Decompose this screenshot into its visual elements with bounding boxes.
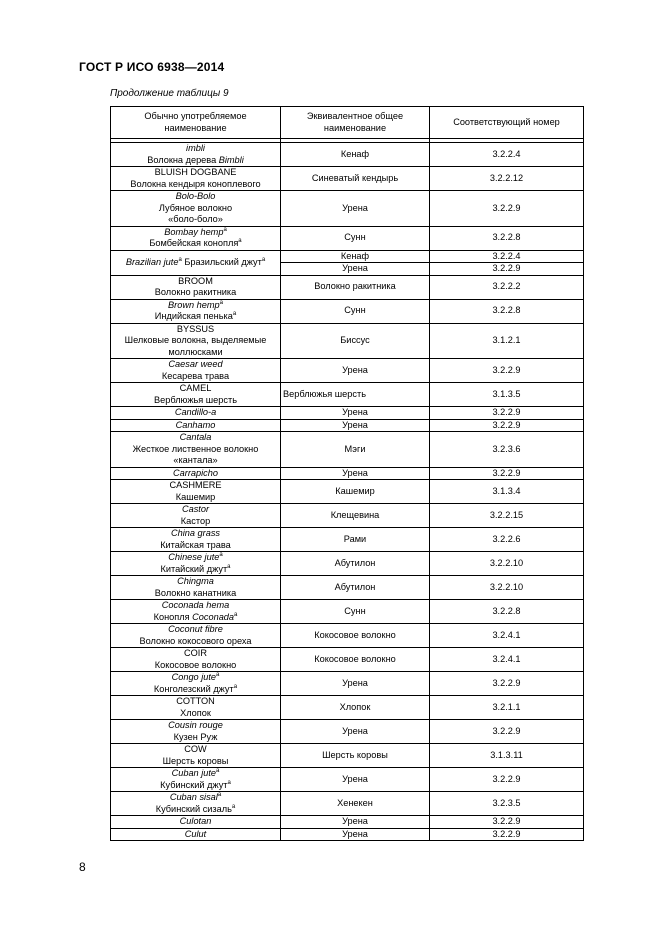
number-cell: 3.2.2.9	[430, 359, 584, 383]
table-row	[111, 383, 584, 407]
name-text: Китайский джут	[160, 563, 228, 574]
name-cell	[111, 600, 281, 624]
name-text: Кесарева трава	[161, 370, 230, 381]
name-cell	[111, 816, 281, 829]
name-line	[113, 179, 278, 191]
name-line	[113, 600, 278, 612]
name-text: Бомбейская конопля	[149, 238, 239, 248]
name-text: Волокна кендыря коноплевого	[130, 178, 261, 189]
name-line	[113, 708, 278, 720]
table-row	[111, 600, 584, 624]
name-line	[113, 347, 278, 359]
latin-name: Bombay hemp	[164, 226, 224, 237]
footnote-mark: a	[227, 779, 231, 786]
name-cell	[111, 768, 281, 792]
equivalent-name-cell: Шерсть коровы	[281, 744, 430, 768]
latin-name: Coconut fibre	[168, 624, 223, 634]
latin-name: Chinese jute	[168, 552, 220, 562]
name-line	[113, 167, 278, 179]
name-cell	[111, 696, 281, 720]
equivalent-name-cell: Кенаф	[281, 143, 430, 167]
table-row	[111, 191, 584, 227]
name-line	[113, 552, 278, 564]
name-line	[113, 816, 278, 828]
name-cell	[111, 528, 281, 552]
number-cell: 3.2.2.15	[430, 504, 584, 528]
name-line	[113, 564, 278, 576]
name-line	[113, 287, 278, 299]
number-cell: 3.2.2.2	[430, 275, 584, 299]
footnote-mark: a	[223, 226, 227, 233]
name-line	[113, 576, 278, 588]
name-text: моллюсками	[168, 346, 223, 357]
number-cell: 3.1.3.5	[430, 383, 584, 407]
number-cell: 3.2.2.12	[430, 167, 584, 191]
number-cell: 3.2.2.9	[430, 419, 584, 432]
name-cell	[111, 624, 281, 648]
column-header-common-name: Обычно употребляемое наименование	[111, 107, 281, 139]
table-row	[111, 419, 584, 432]
name-line	[113, 696, 278, 708]
number-cell: 3.2.2.9	[430, 816, 584, 829]
number-cell: 3.2.2.9	[430, 828, 584, 841]
footnote-mark: a	[217, 791, 222, 798]
number-cell: 3.2.1.1	[430, 696, 584, 720]
fibre-names-table	[110, 106, 584, 841]
name-cell	[111, 576, 281, 600]
equivalent-name-cell: Урена	[281, 720, 430, 744]
name-text: Кузен Руж	[173, 731, 218, 742]
number-cell: 3.2.2.4	[430, 143, 584, 167]
equivalent-name-cell: Урена	[281, 828, 430, 841]
equivalent-name-cell: Кашемир	[281, 480, 430, 504]
name-cell	[111, 191, 281, 227]
name-text: BLUISH DOGBANE	[154, 167, 237, 177]
footnote-mark: a	[234, 611, 238, 618]
name-cell	[111, 432, 281, 468]
table-row	[111, 720, 584, 744]
name-line	[113, 371, 278, 383]
name-line	[113, 395, 278, 407]
name-text: COW	[184, 744, 207, 754]
equivalent-name-cell: Урена	[281, 359, 430, 383]
name-line	[113, 792, 278, 804]
latin-name: Carrapicho	[173, 467, 218, 478]
number-cell: 3.2.2.10	[430, 576, 584, 600]
name-text: «боло-боло»	[168, 214, 223, 224]
name-cell	[111, 167, 281, 191]
equivalent-name-cell: Урена	[281, 768, 430, 792]
name-line	[113, 468, 278, 480]
name-line	[113, 214, 278, 226]
latin-name: Caesar weed	[168, 359, 223, 369]
name-cell	[111, 419, 281, 432]
table-row	[111, 672, 584, 696]
name-line	[113, 684, 278, 696]
number-cell: 3.2.2.8	[430, 226, 584, 250]
latin-name: Candillo-a	[174, 407, 217, 417]
number-cell: 3.2.2.9	[430, 672, 584, 696]
name-cell	[111, 467, 281, 480]
footnote-mark: a	[238, 237, 242, 244]
name-line	[113, 155, 278, 167]
table-row	[111, 299, 584, 323]
equivalent-name-cell: Абутилон	[281, 552, 430, 576]
name-text: Хлопок	[180, 707, 211, 718]
number-cell: 3.2.2.10	[430, 552, 584, 576]
name-line	[113, 768, 278, 780]
name-text: Шерсть коровы	[162, 755, 229, 766]
name-text: Волокно канатника	[154, 587, 237, 598]
number-cell: 3.2.2.9	[430, 768, 584, 792]
name-line	[113, 672, 278, 684]
latin-name: Cantala	[179, 432, 212, 442]
table-row	[111, 696, 584, 720]
name-line	[113, 359, 278, 371]
table-row	[111, 504, 584, 528]
equivalent-name-cell: Сунн	[281, 226, 430, 250]
latin-name: Culotan	[179, 816, 212, 826]
latin-name: Chingma	[177, 576, 214, 586]
equivalent-name-cell: Волокно ракитника	[281, 275, 430, 299]
table-row	[111, 467, 584, 480]
latin-name: Congo jute	[171, 672, 217, 682]
table-row	[111, 480, 584, 504]
name-line	[113, 492, 278, 504]
name-text: Шелковые волокна, выделяемые	[124, 335, 267, 345]
name-line	[113, 660, 278, 672]
equivalent-name-cell: Урена	[281, 419, 430, 432]
name-cell	[111, 359, 281, 383]
column-header-equivalent-name: Эквивалентное общее наименование	[281, 107, 430, 139]
number-cell: 3.2.2.9	[430, 407, 584, 420]
name-line	[113, 732, 278, 744]
latin-name: Culut	[184, 828, 207, 839]
equivalent-name-cell: Биссус	[281, 323, 430, 359]
name-line	[113, 420, 278, 432]
name-line	[113, 257, 278, 269]
equivalent-name-cell: Кокосовое волокно	[281, 624, 430, 648]
latin-name: Cousin rouge	[168, 720, 223, 730]
number-cell: 3.2.2.4	[430, 250, 584, 263]
name-cell	[111, 275, 281, 299]
name-cell	[111, 552, 281, 576]
table-row	[111, 250, 584, 263]
equivalent-name-cell: Верблюжья шерсть	[281, 383, 430, 407]
name-line	[113, 504, 278, 516]
table-row	[111, 816, 584, 829]
number-cell: 3.1.2.1	[430, 323, 584, 359]
latin-name: Brazilian jute	[125, 256, 179, 267]
name-line	[113, 335, 278, 347]
equivalent-name-cell: Синеватый кендырь	[281, 167, 430, 191]
latin-name: Bolo-Bolo	[175, 191, 216, 201]
name-line	[113, 540, 278, 552]
name-line	[113, 143, 278, 155]
name-line	[113, 648, 278, 660]
equivalent-name-cell: Урена	[281, 407, 430, 420]
name-line	[113, 324, 278, 336]
number-cell: 3.2.3.5	[430, 792, 584, 816]
name-line	[113, 528, 278, 540]
equivalent-name-cell: Кокосовое волокно	[281, 648, 430, 672]
name-line	[113, 612, 278, 624]
latin-name: imbli	[186, 143, 205, 153]
name-text: Кубинский джут	[160, 779, 228, 790]
name-text: Жесткое лиственное волокно	[132, 443, 259, 454]
name-line	[113, 455, 278, 467]
number-cell: 3.2.3.6	[430, 432, 584, 468]
name-cell	[111, 407, 281, 420]
name-text: Волокно ракитника	[154, 287, 237, 297]
latin-name: Brown hemp	[168, 299, 220, 310]
table-row	[111, 576, 584, 600]
name-cell	[111, 226, 281, 250]
latin-name: Cuban jute	[171, 768, 217, 778]
table-row	[111, 432, 584, 468]
name-cell	[111, 299, 281, 323]
page-number: 8	[79, 860, 86, 874]
number-cell: 3.2.2.6	[430, 528, 584, 552]
table-header-row	[111, 107, 584, 139]
footnote-mark: a	[216, 767, 220, 774]
table-row	[111, 359, 584, 383]
table-caption: Продолжение таблицы 9	[110, 88, 229, 99]
name-line	[113, 276, 278, 288]
name-cell	[111, 720, 281, 744]
name-line	[113, 432, 278, 444]
table-row	[111, 528, 584, 552]
equivalent-name-cell: Урена	[281, 467, 430, 480]
column-header-number: Соответствующий номер	[430, 107, 584, 139]
name-text: Конголезский джут	[153, 683, 234, 694]
footnote-mark: a	[216, 671, 220, 678]
equivalent-name-cell: Сунн	[281, 600, 430, 624]
latin-name: Canhamo	[175, 419, 216, 430]
table-row	[111, 323, 584, 359]
name-text: BROOM	[178, 275, 213, 286]
number-cell: 3.2.4.1	[430, 624, 584, 648]
name-line	[113, 780, 278, 792]
equivalent-name-cell: Сунн	[281, 299, 430, 323]
equivalent-name-cell: Урена	[281, 191, 430, 227]
table-row	[111, 407, 584, 420]
name-text: Индийская пенька	[154, 311, 233, 321]
number-cell: 3.1.3.4	[430, 480, 584, 504]
name-text: «кантала»	[173, 455, 218, 465]
name-line	[113, 444, 278, 456]
name-cell	[111, 250, 281, 275]
name-line	[113, 804, 278, 816]
footnote-mark: a	[232, 310, 237, 317]
name-text: Кубинский сизаль	[155, 803, 232, 814]
equivalent-name-cell: Клещевина	[281, 504, 430, 528]
table-row	[111, 167, 584, 191]
document-header: ГОСТ Р ИСО 6938—2014	[79, 60, 225, 74]
number-cell: 3.2.2.9	[430, 467, 584, 480]
table-row	[111, 768, 584, 792]
name-line	[113, 516, 278, 528]
name-line	[113, 227, 278, 239]
footnote-mark: a	[219, 551, 223, 558]
name-line	[113, 829, 278, 841]
number-cell: 3.2.2.9	[430, 263, 584, 276]
footnote-mark: a	[261, 256, 266, 263]
name-line	[113, 636, 278, 648]
name-cell	[111, 504, 281, 528]
footnote-mark: a	[233, 683, 238, 690]
number-cell: 3.2.2.8	[430, 600, 584, 624]
table-row	[111, 143, 584, 167]
name-text: Верблюжья шерсть	[154, 394, 237, 405]
footnote-mark: a	[219, 299, 223, 306]
name-line	[113, 300, 278, 312]
name-cell	[111, 744, 281, 768]
name-line	[113, 756, 278, 768]
name-text: Бразильский джут	[181, 256, 262, 267]
name-cell	[111, 672, 281, 696]
latin-name: Castor	[181, 504, 210, 514]
name-cell	[111, 792, 281, 816]
number-cell: 3.2.2.9	[430, 191, 584, 227]
name-line	[113, 191, 278, 203]
name-text: Волокна дерева	[147, 154, 219, 165]
table-row	[111, 648, 584, 672]
equivalent-name-cell: Урена	[281, 672, 430, 696]
name-text: COIR	[184, 648, 207, 658]
table-row	[111, 226, 584, 250]
name-cell	[111, 143, 281, 167]
number-cell: 3.1.3.11	[430, 744, 584, 768]
name-text: Китайская трава	[160, 539, 231, 550]
name-cell	[111, 323, 281, 359]
name-text: Конопля	[153, 611, 193, 622]
name-line	[113, 588, 278, 600]
latin-name: China grass	[170, 528, 221, 538]
table-body	[111, 139, 584, 841]
name-line	[113, 480, 278, 492]
table-row	[111, 792, 584, 816]
name-cell	[111, 383, 281, 407]
equivalent-name-cell: Урена	[281, 263, 430, 276]
table-row	[111, 552, 584, 576]
footnote-mark: a	[231, 803, 236, 810]
name-text: Кокосовое волокно	[154, 659, 237, 670]
table-row	[111, 744, 584, 768]
latin-name: Cuban sisal	[169, 792, 218, 802]
number-cell: 3.2.2.9	[430, 720, 584, 744]
name-text: CASHMERE	[169, 480, 222, 490]
equivalent-name-cell: Хенекен	[281, 792, 430, 816]
name-line	[113, 203, 278, 215]
equivalent-name-cell: Рами	[281, 528, 430, 552]
equivalent-name-cell: Абутилон	[281, 576, 430, 600]
name-text: BYSSUS	[176, 323, 215, 334]
table-row	[111, 828, 584, 841]
name-line	[113, 311, 278, 323]
name-line	[113, 238, 278, 250]
equivalent-name-cell: Урена	[281, 816, 430, 829]
name-line	[113, 624, 278, 636]
name-text: COTTON	[176, 696, 215, 706]
latin-name: Bimbli	[218, 154, 244, 165]
number-cell: 3.2.4.1	[430, 648, 584, 672]
footnote-mark: a	[227, 563, 231, 570]
name-cell	[111, 480, 281, 504]
name-text: Кашемир	[175, 491, 216, 502]
latin-name: Coconada hema	[161, 600, 230, 610]
name-line	[113, 720, 278, 732]
name-line	[113, 407, 278, 419]
table-row	[111, 624, 584, 648]
footnote-mark: a	[178, 256, 182, 263]
latin-name: Coconada	[192, 611, 235, 622]
equivalent-name-cell: Мэги	[281, 432, 430, 468]
name-cell	[111, 648, 281, 672]
name-line	[113, 744, 278, 756]
name-line	[113, 383, 278, 395]
table-row	[111, 275, 584, 299]
name-cell	[111, 828, 281, 841]
name-text: Кастор	[180, 515, 211, 526]
equivalent-name-cell: Кенаф	[281, 250, 430, 263]
name-text: CAMEL	[179, 383, 212, 393]
name-text: Волокно кокосового ореха	[139, 635, 252, 646]
equivalent-name-cell: Хлопок	[281, 696, 430, 720]
number-cell: 3.2.2.8	[430, 299, 584, 323]
name-text: Лубяное волокно	[158, 202, 233, 213]
